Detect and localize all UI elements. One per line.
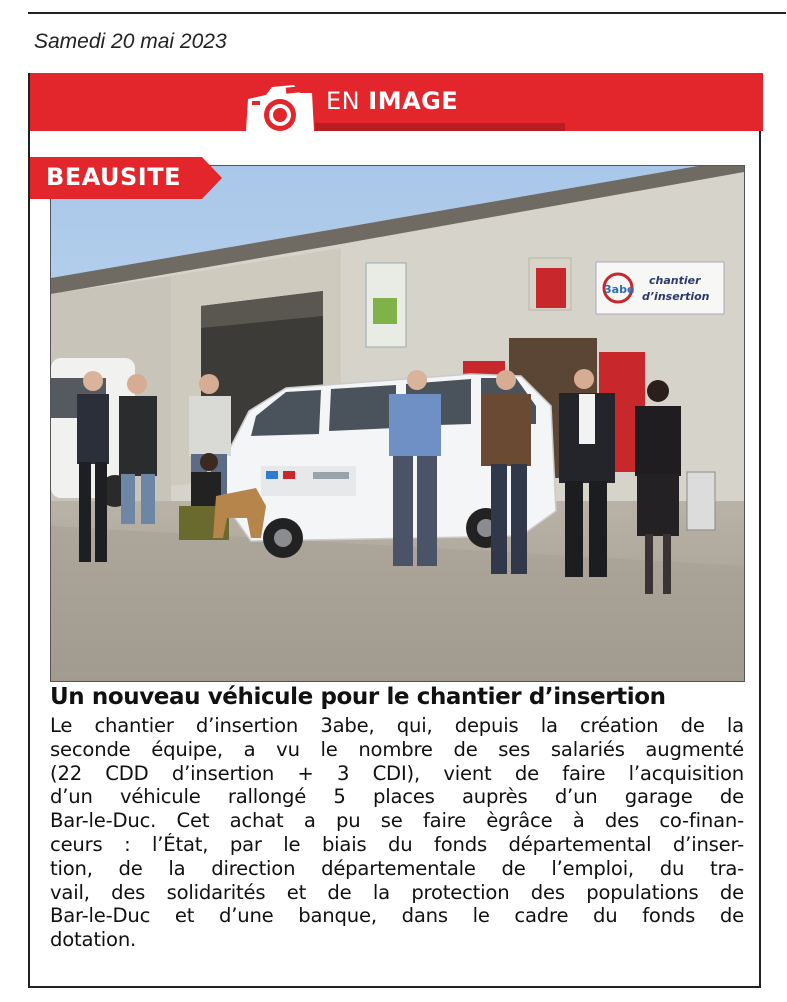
body-line: ceurs : l’État, par le biais du fonds départemental d’inser- bbox=[50, 832, 744, 856]
red-window-shutter bbox=[536, 268, 566, 308]
body-line: Bar-le-Duc. Cet achat a pu se faire ègrâce à des co-finan- bbox=[50, 809, 744, 833]
article-headline: Un nouveau véhicule pour le chantier d’insertion bbox=[50, 684, 666, 710]
banner-shadow bbox=[315, 123, 565, 131]
body-line: vail, des solidarités et de la protection des populations de bbox=[50, 880, 744, 904]
body-line: (22 CDD d’insertion + 3 CDI), vient de faire l’acquisition bbox=[50, 761, 744, 785]
sign-logo: 3abe bbox=[604, 283, 635, 296]
body-line: dotation. bbox=[50, 928, 137, 952]
body-line: seconde équipe, a vu le nombre de ses salariés augmenté bbox=[50, 737, 744, 761]
body-line: Le chantier d’insertion 3abe, qui, depuis la création de la bbox=[50, 714, 744, 737]
location-kicker bbox=[30, 157, 222, 199]
sign-line-1: chantier bbox=[649, 274, 701, 287]
section-banner bbox=[30, 73, 763, 131]
section-title bbox=[326, 87, 458, 115]
photo-scene bbox=[51, 166, 744, 681]
article-body bbox=[50, 714, 744, 952]
body-line: tion, de la direction départementale de l’emploi, du tra- bbox=[50, 856, 744, 880]
article-photo bbox=[50, 165, 745, 682]
publication-date: Samedi 20 mai 2023 bbox=[34, 30, 227, 53]
kicker-label: BEAUSITE bbox=[46, 163, 181, 191]
camera-icon bbox=[242, 83, 318, 131]
section-title-prefix: EN bbox=[326, 87, 361, 115]
top-rule bbox=[28, 12, 786, 14]
body-line: Bar-le-Duc et d’une banque, dans le cadre du fonds de bbox=[50, 904, 744, 928]
section-title-bold: IMAGE bbox=[368, 87, 459, 115]
article-box bbox=[28, 73, 761, 988]
sign-line-2: d’insertion bbox=[642, 290, 710, 303]
body-line: d’un véhicule rallongé 5 places auprès d’un garage de bbox=[50, 785, 744, 809]
